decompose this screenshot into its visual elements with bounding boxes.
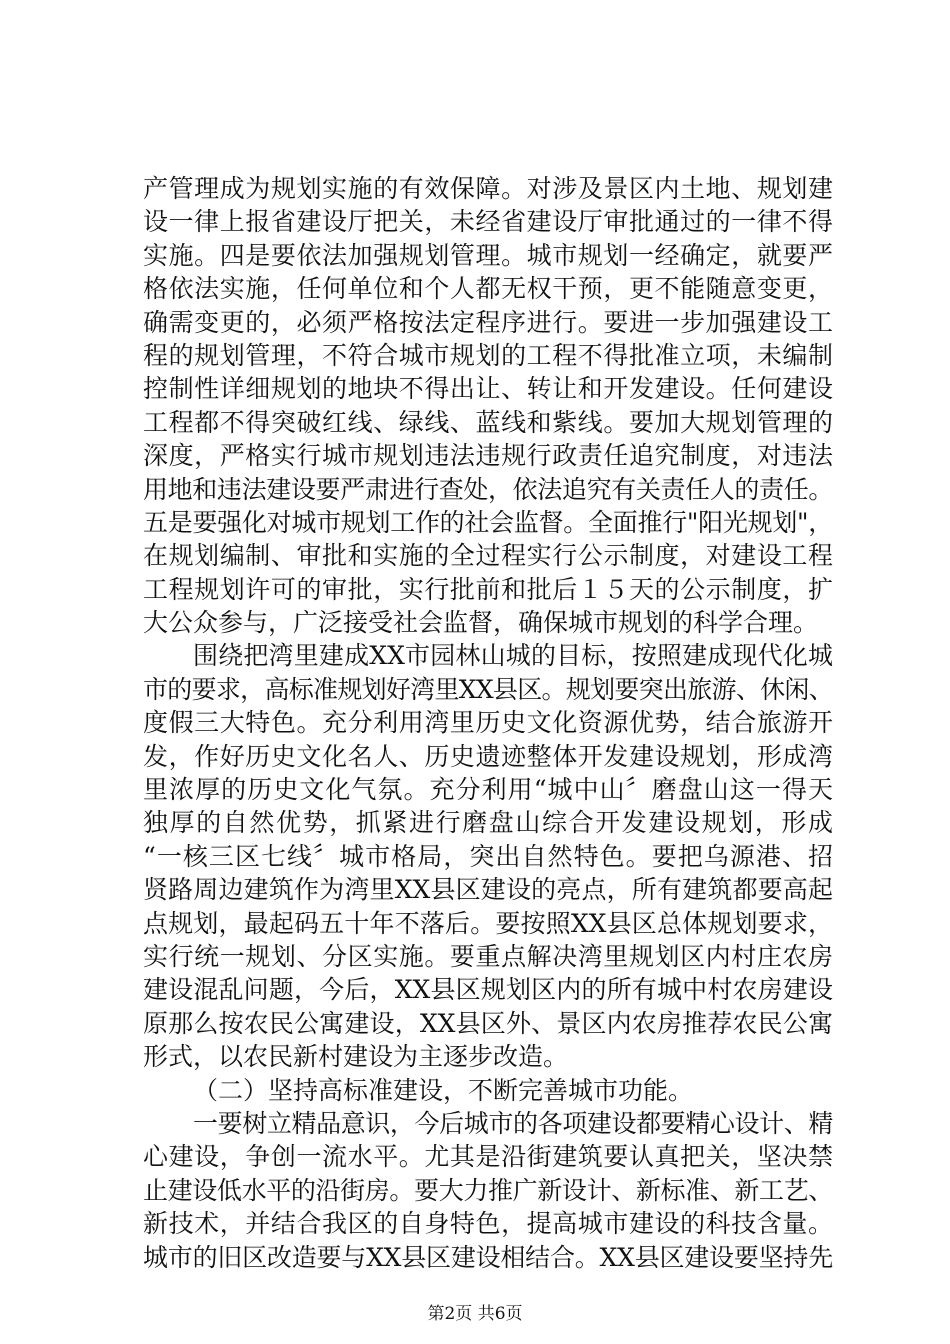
text-line: 深度，严格实行城市规划违法违规行政责任追究制度，对违法 [143, 441, 833, 471]
text-line: 新技术，并结合我区的自身特色，提高城市建设的科技含量。 [143, 1209, 833, 1239]
text-line: 形式，以农民新村建设为主逐步改造。 [143, 1042, 569, 1072]
text-line: 产管理成为规划实施的有效保障。对涉及景区内土地、规划建 [143, 174, 833, 203]
text-line: 大公众参与，广泛接受社会监督，确保城市规划的科学合理。 [143, 608, 819, 638]
text-line: 城市的旧区改造要与XX县区建设相结合。XX县区建设要坚持先 [143, 1242, 833, 1272]
text-line: 实施。四是要依法加强规划管理。城市规划一经确定，就要严 [143, 240, 833, 270]
text-line: 设一律上报省建设厅把关，未经省建设厅审批通过的一律不得 [143, 207, 833, 237]
text-line: 工程规划许可的审批，实行批前和批后１５天的公示制度，扩 [143, 574, 833, 604]
text-line: （二）坚持高标准建设，不断完善城市功能。 [193, 1075, 694, 1105]
text-line: 确需变更的，必须严格按法定程序进行。要进一步加强建设工 [143, 307, 833, 337]
text-line: 心建设，争创一流水平。尤其是沿街建筑要认真把关，坚决禁 [143, 1142, 833, 1172]
text-line: 控制性详细规划的地块不得出让、转让和开发建设。任何建设 [143, 374, 833, 404]
page-footer: 第2页 共6页 [427, 1304, 523, 1324]
text-line: 程的规划管理，不符合城市规划的工程不得批准立项，未编制 [143, 340, 833, 370]
text-line: 原那么按农民公寓建设，XX县区外、景区内农房推荐农民公寓 [143, 1008, 833, 1038]
text-line: 贤路周边建筑作为湾里XX县区建设的亮点，所有建筑都要高起 [143, 875, 833, 905]
text-line: 围绕把湾里建成XX市园林山城的目标，按照建成现代化城 [193, 641, 833, 671]
text-line: 度假三大特色。充分利用湾里历史文化资源优势，结合旅游开 [143, 708, 833, 738]
text-line: 五是要强化对城市规划工作的社会监督。全面推行"阳光规划"， [143, 507, 833, 537]
text-line: 一要树立精品意识，今后城市的各项建设都要精心设计、精 [193, 1108, 833, 1138]
text-line: 工程都不得突破红线、绿线、蓝线和紫线。要加大规划管理的 [143, 407, 833, 437]
text-line: 独厚的自然优势，抓紧进行磨盘山综合开发建设规划，形成 [143, 808, 833, 838]
text-line: 用地和违法建设要严肃进行查处，依法追究有关责任人的责任。 [143, 474, 833, 504]
text-line: 止建设低水平的沿街房。要大力推广新设计、新标准、新工艺、 [143, 1175, 833, 1205]
text-line: 里浓厚的历史文化气氛。充分利用“城中山〞磨盘山这一得天 [143, 775, 833, 805]
text-line: 点规划，最起码五十年不落后。要按照XX县区总体规划要求， [143, 908, 833, 938]
body-text [143, 172, 833, 1274]
text-line: 实行统一规划、分区实施。要重点解决湾里规划区内村庄农房 [143, 941, 833, 971]
text-line: 发，作好历史文化名人、历史遗迹整体开发建设规划，形成湾 [143, 741, 833, 771]
text-line: 格依法实施，任何单位和个人都无权干预，更不能随意变更， [143, 274, 833, 304]
text-line: 市的要求，高标准规划好湾里XX县区。规划要突出旅游、休闲、 [143, 674, 833, 704]
text-line: 建设混乱问题，今后，XX县区规划区内的所有城中村农房建设 [143, 975, 833, 1005]
text-line: “一核三区七线〞城市格局，突出自然特色。要把乌源港、招 [143, 841, 833, 871]
text-line: 在规划编制、审批和实施的全过程实行公示制度，对建设工程 [143, 541, 833, 571]
